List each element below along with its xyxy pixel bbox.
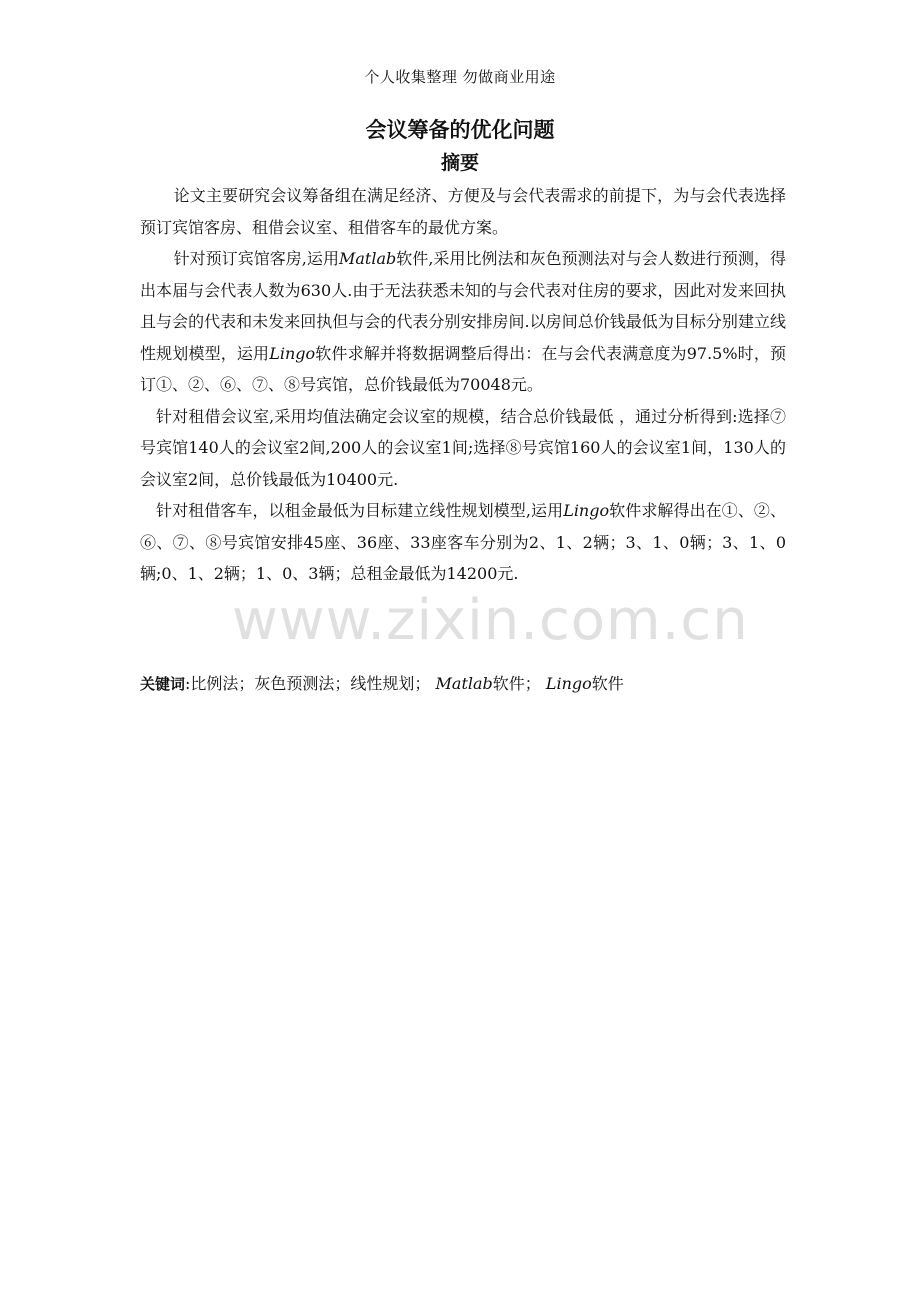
abstract-paragraph-3: 针对租借会议室,采用均值法确定会议室的规模，结合总价钱最低 ，通过分析得到:选择⑦号宾馆140人的会议室2间,200人的会议室1间;选择⑧号宾馆160人的会议室1间，130人的会议室2间，总价钱最低为10400元. [140, 406, 786, 489]
p4-text-a: 针对租借客车，以租金最低为目标建立线性规划模型,运用 [156, 501, 564, 520]
keywords-line [140, 668, 786, 700]
abstract-body [140, 180, 786, 590]
page-header: 个人收集整理 勿做商业用途 [364, 68, 556, 86]
keyword-matlab: Matlab [435, 674, 493, 693]
keyword-list: 比例法；灰色预测法；线性规划； [190, 674, 431, 693]
p4-text-c: 软件求解得出在①、②、⑥、⑦、⑧号宾馆安排45座、36座、33座客车分别为2、1、2辆；3、1、0辆；3、1、0辆;0、1、2辆；1、0、3辆；总租金最低为14200元. [140, 501, 786, 583]
p2-text-a: 针对预订宾馆客房,运用 [173, 249, 339, 268]
p4-lingo: Lingo [563, 501, 610, 520]
p2-text-c: 软件,采用比例法和灰色预测法对与会人数进行预测，得出本届与会代表人数为630人.由于无法获悉未知的与会代表对住房的要求，因此对发来回执且与会的代表和未发来回执但与会的代表分别安排房间.以房间总价钱最低为目标分别建立线性规划模型，运用 [140, 249, 786, 363]
abstract-heading: 摘要 [440, 152, 479, 174]
abstract-paragraph-1: 论文主要研究会议筹备组在满足经济、方便及与会代表需求的前提下，为与会代表选择预订宾馆客房、租借会议室、租借客车的最优方案。 [140, 186, 786, 237]
abstract-paragraph-4 [140, 495, 786, 590]
document-title: 会议筹备的优化问题 [365, 118, 555, 142]
keyword-software-1: 软件； [492, 674, 541, 693]
keywords-sep: : [185, 674, 191, 693]
p2-matlab: Matlab [338, 249, 397, 268]
p2-lingo: Lingo [269, 343, 316, 363]
keyword-lingo: Lingo [545, 674, 592, 693]
watermark: www.zixin.com.cn [232, 588, 749, 653]
keyword-software-2: 软件 [591, 674, 624, 693]
p2-text-e: 软件求解并将数据调整后得出：在与会代表满意度为97.5%时，预订①、②、⑥、⑦、⑧号宾馆，总价钱最低为70048元。 [140, 343, 786, 394]
abstract-paragraph-2 [140, 243, 786, 401]
keywords-label: 关键词 [140, 675, 186, 693]
